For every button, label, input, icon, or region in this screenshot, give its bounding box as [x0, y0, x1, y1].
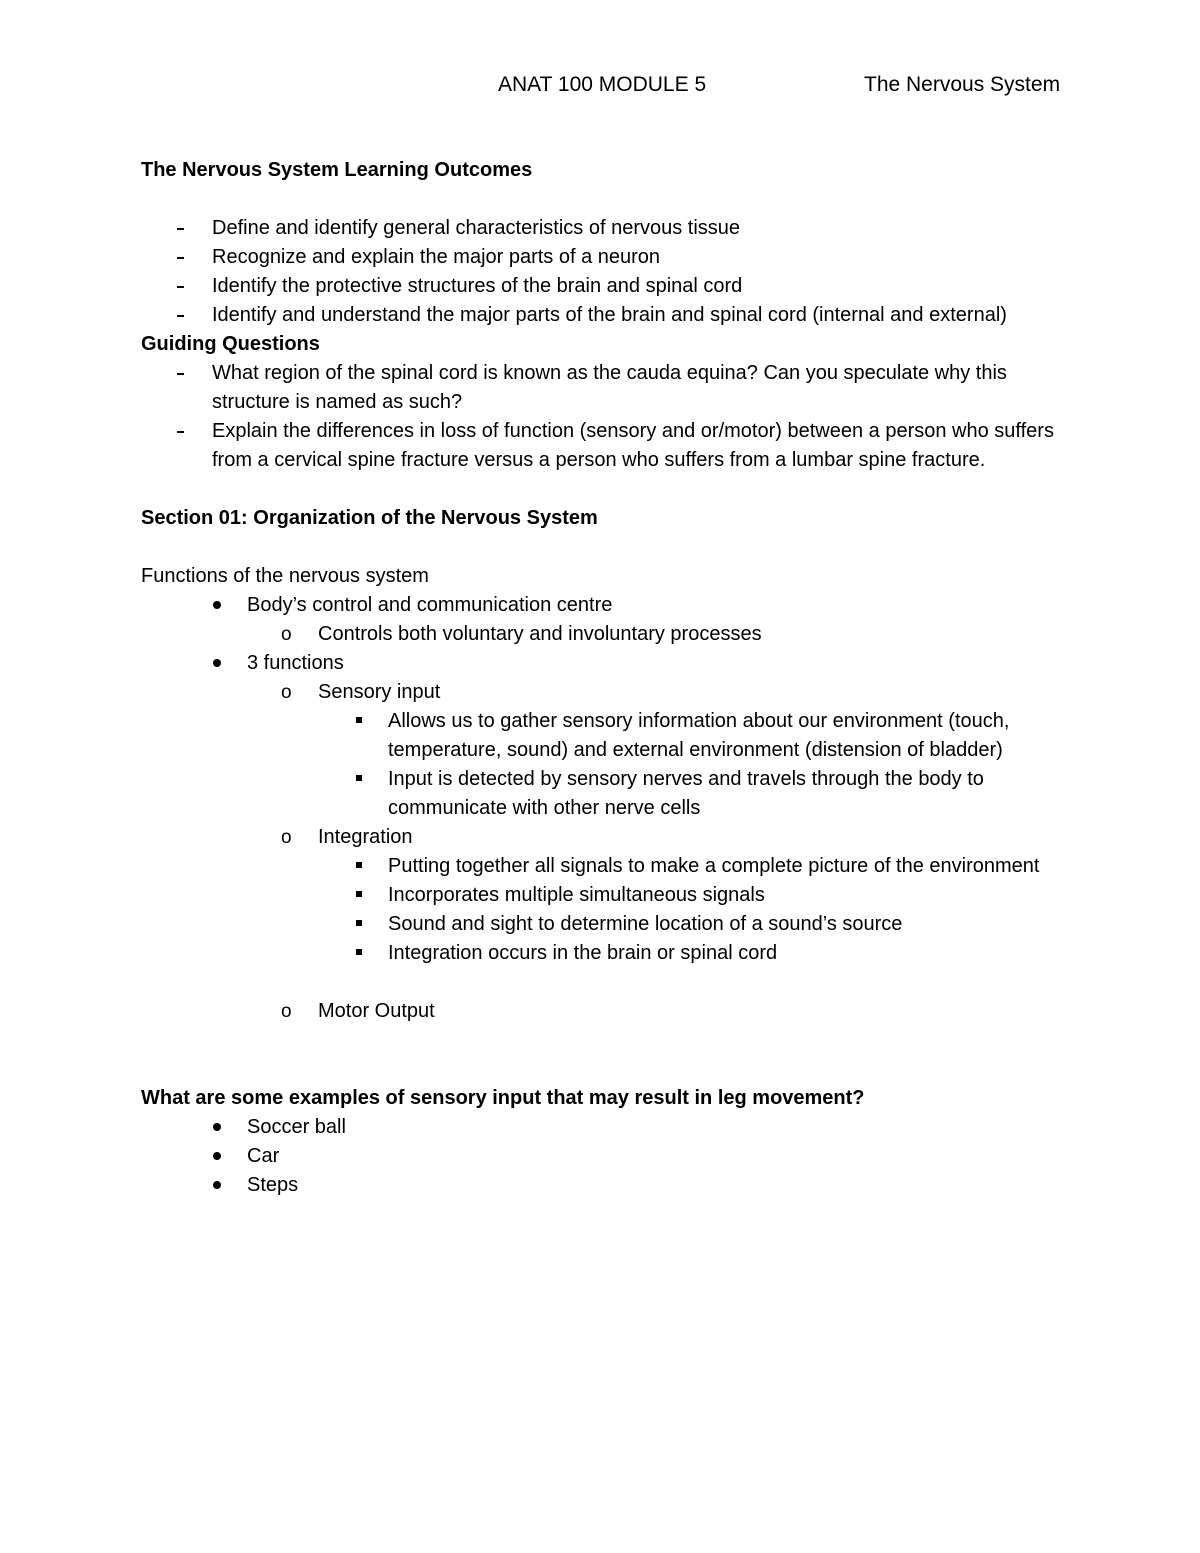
list-item [141, 1113, 1071, 1142]
list-item [141, 649, 1071, 678]
bullet-text: Input is detected by sensory nerves and travels through the body to communicate with other nerve cells [388, 768, 984, 819]
guiding-questions-title: Guiding Questions [141, 333, 320, 355]
list-item [141, 910, 1071, 939]
question-text: Explain the differences in loss of function (sensory and or/motor) between a person who suffers from a cervical spine fracture versus a person who suffers from a lumbar spine fracture. [212, 420, 1054, 471]
square-bullet-icon [356, 775, 362, 781]
bullet-text: Car [247, 1145, 280, 1167]
square-bullet-icon [356, 717, 362, 723]
list-item [141, 852, 1071, 881]
list-item [141, 1171, 1071, 1200]
bullet-text: Allows us to gather sensory information about our environment (touch, temperature, sound) and external environment (distension of bladder) [388, 710, 1010, 761]
outcome-text: Identify and understand the major parts of the brain and spinal cord (internal and external) [212, 304, 1007, 326]
bullet-text: Body’s control and communication centre [247, 594, 613, 616]
list-item [141, 243, 1071, 272]
bullet-text: Sensory input [318, 681, 441, 703]
list-item [141, 591, 1071, 620]
bullet-icon [213, 601, 221, 609]
header-topic: The Nervous System [864, 73, 1061, 96]
header-module: ANAT 100 MODULE 5 [498, 73, 707, 96]
bullet-text: 3 functions [247, 652, 344, 674]
functions-heading: Functions of the nervous system [141, 565, 429, 587]
list-item [141, 707, 1071, 765]
list-item [141, 997, 1071, 1026]
dash-marker [177, 257, 184, 259]
bullet-text: Motor Output [318, 1000, 435, 1022]
list-item [141, 272, 1071, 301]
bullet-text: Putting together all signals to make a complete picture of the environment [388, 855, 1040, 877]
bullet-icon [213, 1123, 221, 1131]
dash-marker [177, 228, 184, 230]
list-item [141, 765, 1071, 823]
list-item [141, 678, 1071, 707]
circle-bullet-icon: o [281, 1001, 292, 1022]
dash-marker [177, 373, 184, 375]
square-bullet-icon [356, 862, 362, 868]
bullet-icon [213, 659, 221, 667]
bullet-text: Steps [247, 1174, 299, 1196]
circle-bullet-icon: o [281, 624, 292, 645]
learning-outcomes-title: The Nervous System Learning Outcomes [141, 159, 533, 181]
outcome-text: Define and identify general characteristics of nervous tissue [212, 217, 741, 239]
square-bullet-icon [356, 949, 362, 955]
outcome-text: Recognize and explain the major parts of a neuron [212, 246, 661, 268]
bullet-icon [213, 1181, 221, 1189]
square-bullet-icon [356, 891, 362, 897]
bullet-text: Incorporates multiple simultaneous signals [388, 884, 765, 906]
list-item [141, 939, 1071, 968]
dash-marker [177, 315, 184, 317]
document-body [141, 156, 1071, 1200]
list-item [141, 881, 1071, 910]
list-item [141, 417, 1071, 475]
square-bullet-icon [356, 920, 362, 926]
question-text: What region of the spinal cord is known as the cauda equina? Can you speculate why this structure is named as such? [212, 362, 1007, 413]
question-heading: What are some examples of sensory input that may result in leg movement? [141, 1087, 865, 1109]
list-item [141, 1142, 1071, 1171]
bullet-icon [213, 1152, 221, 1160]
outcome-text: Identify the protective structures of the brain and spinal cord [212, 275, 743, 297]
dash-marker [177, 431, 184, 433]
section-title: Section 01: Organization of the Nervous System [141, 507, 598, 529]
bullet-text: Integration [318, 826, 413, 848]
list-item [141, 823, 1071, 852]
list-item [141, 620, 1071, 649]
list-item [141, 359, 1071, 417]
list-item [141, 301, 1071, 330]
circle-bullet-icon: o [281, 827, 292, 848]
bullet-text: Sound and sight to determine location of a sound’s source [388, 913, 903, 935]
bullet-text: Controls both voluntary and involuntary processes [318, 623, 762, 645]
bullet-text: Soccer ball [247, 1116, 346, 1138]
circle-bullet-icon: o [281, 682, 292, 703]
dash-marker [177, 286, 184, 288]
list-item [141, 214, 1071, 243]
bullet-text: Integration occurs in the brain or spinal cord [388, 942, 778, 964]
